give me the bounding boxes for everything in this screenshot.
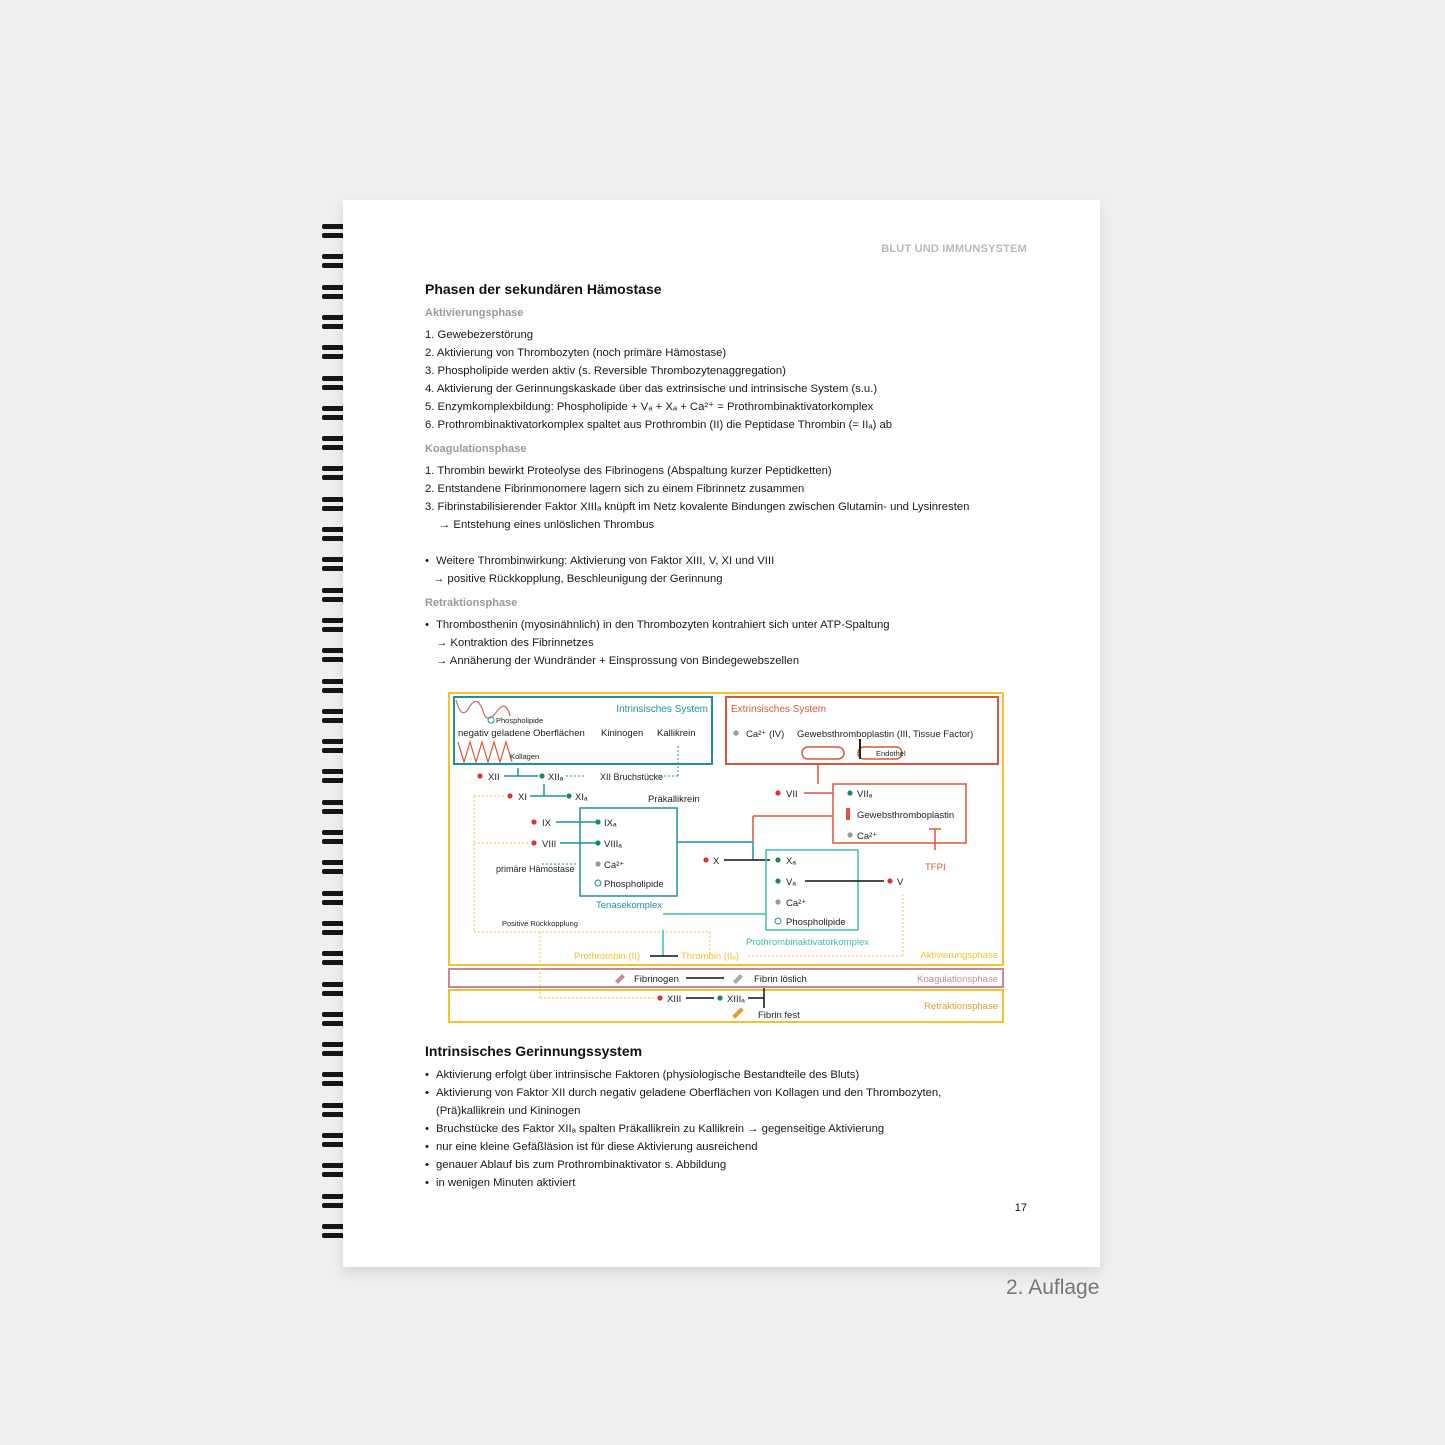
list-item: • genauer Ablauf bis zum Prothrombinaktivator s. Abbildung [425,1156,1025,1174]
retraktion-sub-1: → Kontraktion des Fibrinnetzes [436,637,594,649]
factor-ix: IX [542,818,551,829]
list-item-continuation: (Prä)kallikrein und Kininogen [436,1105,581,1117]
edition-label: 2. Auflage [1006,1276,1100,1299]
section-header: BLUT UND IMMUNSYSTEM [881,243,1027,255]
factor-xa: Xₐ [786,856,796,867]
aktivierung-list [425,326,1025,434]
gewebsthromboplastin-full-label: Gewebsthromboplastin (III, Tissue Factor) [797,729,974,740]
list-item: 6. Prothrombinaktivatorkomplex spaltet aus Prothrombin (II) die Peptidase Thrombin (= IIₐ) ab [425,419,893,431]
kininogen-label: Kininogen [601,728,644,739]
phospholipide-label: Phospholipide [496,716,544,725]
list-item: 1. Thrombin bewirkt Proteolyse des Fibrinogens (Abspaltung kurzer Peptidketten) [425,465,832,477]
primaere-haemostase-label: primäre Hämostase [496,864,575,874]
list-item: 4. Aktivierung der Gerinnungskaskade über das extrinsische und intrinsische System (s.u.) [425,383,878,395]
factor-va: Vₐ [786,877,796,888]
aktivierung-heading: Aktivierungsphase [425,307,524,319]
factor-xia: XIₐ [575,792,588,803]
kollagen-label: Kollagen [510,752,540,761]
list-item: 3. Phospholipide werden aktiv (s. Reversible Thrombozytenaggregation) [425,365,786,377]
list-item: • Thrombosthenin (myosinähnlich) in den Thrombozyten kontrahiert sich unter ATP-Spaltung [425,616,1025,634]
list-item: 2. Entstandene Fibrinmonomere lagern sich zu einem Fibrinnetz zusammen [425,483,805,495]
factor-xii: XII [488,772,500,783]
retraktion-frame [449,990,1003,1022]
retraktion-sub-2: → Annäherung der Wundränder + Einsprossung von Bindegewebszellen [436,655,800,667]
list-item: 5. Enzymkomplexbildung: Phospholipide + Vₐ + Xₐ + Ca²⁺ = Prothrombinaktivatorkomplex [425,401,874,413]
page-content [425,280,1025,670]
page-number: 17 [1014,1202,1027,1214]
fibrin-loeslich-label: Fibrin löslich [754,974,807,985]
factor-x: X [713,856,720,867]
factor-viii: VIII [542,839,557,850]
tfpi-label: TFPI [925,862,946,873]
intrinsic-section [425,1042,1025,1192]
kallikrein-label: Kallikrein [657,728,696,739]
koagulation-heading: Koagulationsphase [425,443,527,455]
intrinsic-title: Intrinsisches System [616,704,708,715]
list-item: → Entstehung eines unlöslichen Thrombus [439,519,655,531]
koagulation-bullets [425,552,1025,570]
gewebsthromboplastin-label: Gewebsthromboplastin [857,810,955,821]
tenase-phospholipide: Phospholipide [604,879,664,890]
kollagen-squiggle [458,742,512,762]
fibrin-fest-label: Fibrin fest [758,1010,800,1021]
factor-v: V [897,877,904,888]
list-item: • in wenigen Minuten aktiviert [425,1174,1025,1192]
prothrombinase-phospholipide: Phospholipide [786,917,846,928]
book-page [343,200,1100,1267]
retraktion-bullets [425,616,1025,634]
list-item: • Aktivierung von Faktor XII durch negativ geladene Oberflächen von Kollagen und den Thrombozyten, [425,1084,1025,1102]
page-title: Phasen der sekundären Hämostase [425,281,662,297]
koagulation-bullet-sub: → positive Rückkopplung, Beschleunigung der Gerinnung [433,573,723,585]
list-item: • Aktivierung erfolgt über intrinsische Faktoren (physiologische Bestandteile des Bluts) [425,1066,1025,1084]
factor-xiia: XIIₐ [548,772,564,783]
vii-ca: Ca²⁺ [857,831,878,842]
factor-xiiia: XIIIₐ [727,994,745,1005]
factor-viia: VIIₐ [857,789,873,800]
factor-xi: XI [518,792,527,803]
koagulation-list [425,462,1025,534]
factor-xiii: XIII [667,994,682,1005]
factor-vii: VII [786,789,798,800]
prothrombinase-label: Prothrombinaktivatorkomplex [746,937,870,948]
factor-viiia: VIIIₐ [604,839,622,850]
tenase-label: Tenasekomplex [596,900,663,911]
praekallikrein-label: Präkallikrein [648,794,700,805]
endothel-label: Endothel [876,749,906,758]
retraktion-heading: Retraktionsphase [425,597,518,609]
intrinsic-list [425,1066,1025,1102]
tenase-ca: Ca²⁺ [604,860,625,871]
list-item: • Bruchstücke des Faktor XIIₐ spalten Präkallikrein zu Kallikrein → gegenseitige Aktivierung [425,1120,1025,1138]
thrombin-label: Thrombin (IIₐ) [681,951,739,962]
extrinsic-title: Extrinsisches System [731,704,827,715]
fibrinogen-label: Fibrinogen [634,974,679,985]
intrinsic-section-title: Intrinsisches Gerinnungssystem [425,1043,643,1059]
phase-koag-label: Koagulationsphase [917,974,998,985]
ca-iv-label: Ca²⁺ (IV) [746,729,785,740]
prothrombinase-ca: Ca²⁺ [786,898,807,909]
list-item: • nur eine kleine Gefäßläsion ist für diese Aktivierung ausreichend [425,1138,1025,1156]
list-item: 1. Gewebezerstörung [425,329,534,341]
pos-rueck-label: Positive Rückkopplung [502,919,578,928]
factor-ixa: IXₐ [604,818,617,829]
phase-aktiv-label: Aktivierungsphase [920,950,998,961]
list-item: • Weitere Thrombinwirkung: Aktivierung von Faktor XIII, V, XI und VIII [425,552,1025,570]
list-item: 2. Aktivierung von Thrombozyten (noch primäre Hämostase) [425,347,727,359]
coagulation-cascade-diagram [448,692,1004,1024]
xii-bruchstuecke: XII Bruchstücke [600,772,664,782]
list-item: 3. Fibrinstabilisierender Faktor XIIIₐ knüpft im Netz kovalente Bindungen zwischen Glutamin- und Lysinresten [425,501,970,513]
phase-retr-label: Retraktionsphase [924,1001,998,1012]
neg-surfaces-label: negativ geladene Oberflächen [458,728,585,739]
prothrombin-label: Prothrombin (II) [574,951,640,962]
